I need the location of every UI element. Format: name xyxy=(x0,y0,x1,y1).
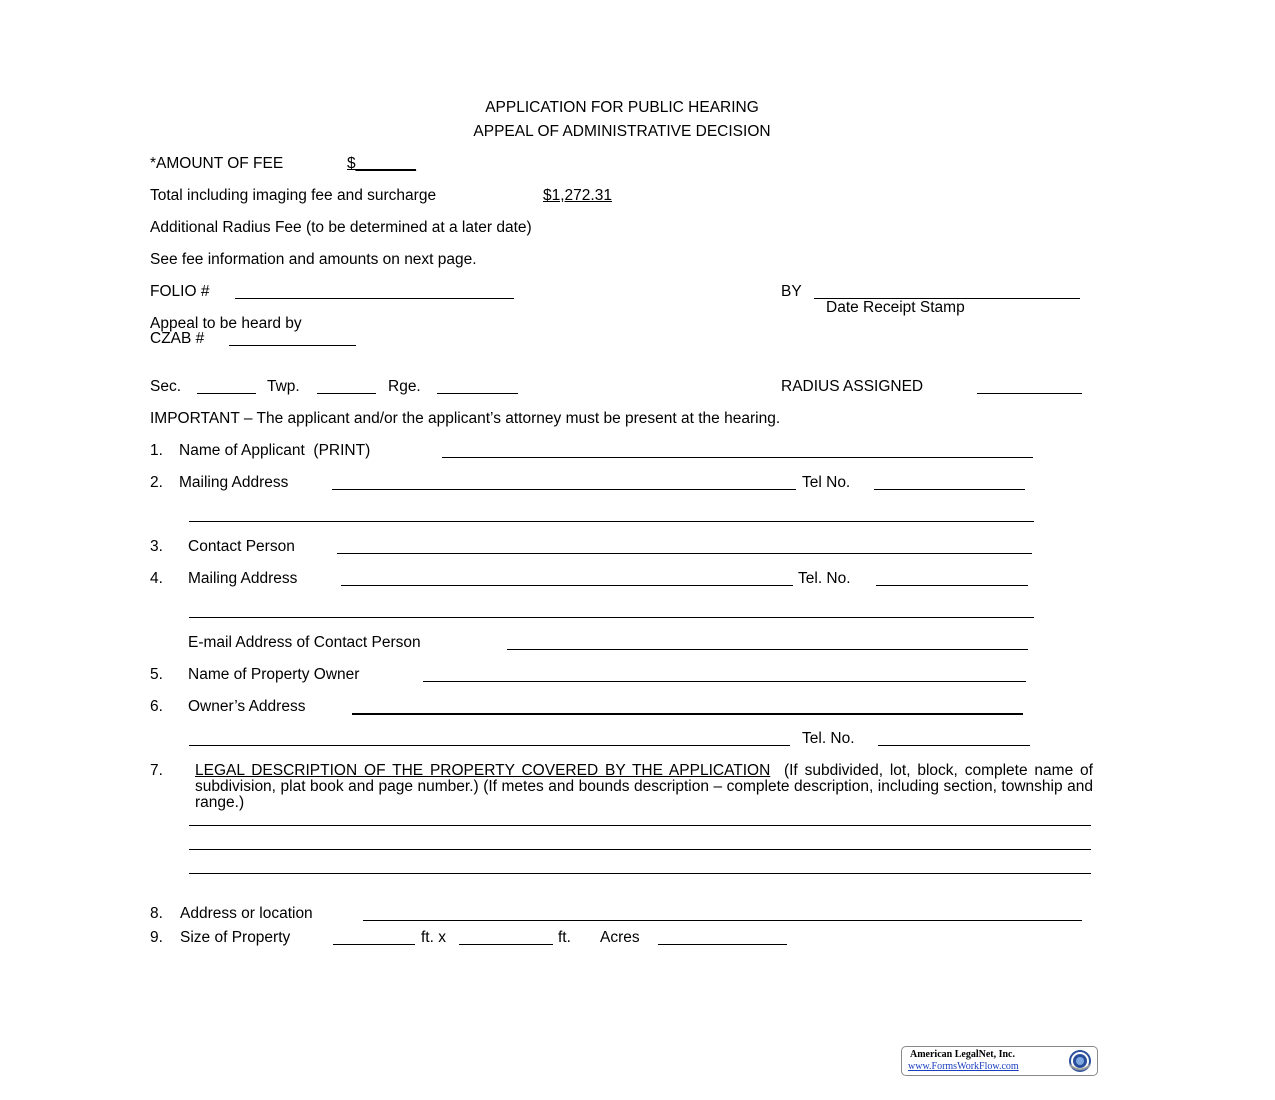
logo-swirl-icon xyxy=(1067,1048,1093,1074)
ft-label: ft. xyxy=(558,929,571,946)
applicant-mailing-address-line-2[interactable] xyxy=(189,521,1034,522)
ft-by-label: ft. x xyxy=(421,929,446,946)
total-fee-value: $1,272.31 xyxy=(543,187,612,204)
radius-fee-note: Additional Radius Fee (to be determined at a later date) xyxy=(150,219,532,236)
address-location-input-line[interactable] xyxy=(363,920,1082,921)
contact-email-input-line[interactable] xyxy=(507,649,1028,650)
item-5-number: 5. xyxy=(150,666,163,683)
contact-mailing-address-input-line[interactable] xyxy=(341,585,793,586)
contact-mailing-address-label: Mailing Address xyxy=(188,570,298,587)
american-legalnet-logo[interactable] xyxy=(901,1046,1098,1076)
owner-address-input-line[interactable] xyxy=(352,713,1023,715)
legal-description-line-3[interactable] xyxy=(189,873,1091,874)
sec-input-line[interactable] xyxy=(197,393,256,394)
legal-description-line-1[interactable] xyxy=(189,825,1091,826)
form-title: APPLICATION FOR PUBLIC HEARING xyxy=(485,99,759,116)
date-receipt-stamp-label: Date Receipt Stamp xyxy=(826,299,965,316)
legal-description-block xyxy=(195,763,1093,811)
applicant-name-input-line[interactable] xyxy=(442,457,1033,458)
total-fee-label: Total including imaging fee and surcharge xyxy=(150,187,437,204)
legal-description-line-2[interactable] xyxy=(189,849,1091,850)
contact-person-label: Contact Person xyxy=(188,538,295,555)
sec-label: Sec. xyxy=(150,378,182,395)
logo-company-name: American LegalNet, Inc. xyxy=(910,1049,1015,1060)
contact-person-input-line[interactable] xyxy=(337,553,1032,554)
logo-url-link[interactable]: www.FormsWorkFlow.com xyxy=(908,1061,1019,1072)
czab-label: CZAB # xyxy=(150,330,205,347)
important-notice: IMPORTANT – The applicant and/or the applicant’s attorney must be present at the hearing. xyxy=(150,410,781,427)
item-1-number: 1. xyxy=(150,442,163,459)
owner-address-label: Owner’s Address xyxy=(188,698,306,715)
legal-description-instructions: (If subdivided, lot, block, complete name of subdivision, plat book and page number.) (If metes and bounds description – complete description, including section, township and range.) xyxy=(195,762,1093,811)
property-depth-input-line[interactable] xyxy=(459,944,553,945)
applicant-mailing-address-input-line[interactable] xyxy=(332,489,796,490)
address-location-label: Address or location xyxy=(180,905,313,922)
property-owner-label: Name of Property Owner xyxy=(188,666,360,683)
contact-tel-input-line[interactable] xyxy=(876,585,1028,586)
twp-input-line[interactable] xyxy=(317,393,376,394)
contact-mailing-address-line-2[interactable] xyxy=(189,617,1034,618)
radius-assigned-label: RADIUS ASSIGNED xyxy=(781,378,924,395)
rge-label: Rge. xyxy=(388,378,421,395)
amount-of-fee-value: $_______ xyxy=(347,155,416,172)
item-9-number: 9. xyxy=(150,929,163,946)
by-label: BY xyxy=(781,283,802,300)
applicant-mailing-address-label: Mailing Address xyxy=(179,474,289,491)
owner-tel-input-line[interactable] xyxy=(878,745,1030,746)
item-3-number: 3. xyxy=(150,538,163,555)
owner-tel-label: Tel. No. xyxy=(802,730,855,747)
item-4-number: 4. xyxy=(150,570,163,587)
fee-info-note: See fee information and amounts on next page. xyxy=(150,251,477,268)
appeal-heard-by-label: Appeal to be heard by xyxy=(150,315,302,332)
acres-input-line[interactable] xyxy=(658,944,787,945)
item-6-number: 6. xyxy=(150,698,163,715)
contact-email-label: E-mail Address of Contact Person xyxy=(188,634,421,651)
folio-label: FOLIO # xyxy=(150,283,210,300)
acres-label: Acres xyxy=(600,929,640,946)
item-8-number: 8. xyxy=(150,905,163,922)
property-width-input-line[interactable] xyxy=(333,944,415,945)
folio-input-line[interactable] xyxy=(235,298,514,299)
applicant-tel-input-line[interactable] xyxy=(874,489,1025,490)
item-7-number: 7. xyxy=(150,762,163,779)
owner-address-line-2[interactable] xyxy=(189,745,790,746)
czab-input-line[interactable] xyxy=(229,345,356,346)
applicant-name-label: Name of Applicant (PRINT) xyxy=(179,442,371,459)
contact-tel-label: Tel. No. xyxy=(798,570,851,587)
property-size-label: Size of Property xyxy=(180,929,291,946)
applicant-tel-label: Tel No. xyxy=(802,474,851,491)
twp-label: Twp. xyxy=(267,378,300,395)
legal-description-heading: LEGAL DESCRIPTION OF THE PROPERTY COVERED BY THE APPLICATION xyxy=(195,762,771,779)
property-owner-input-line[interactable] xyxy=(423,681,1026,682)
radius-assigned-input-line[interactable] xyxy=(977,393,1082,394)
amount-of-fee-label: *AMOUNT OF FEE xyxy=(150,155,284,172)
form-subtitle: APPEAL OF ADMINISTRATIVE DECISION xyxy=(473,123,771,140)
rge-input-line[interactable] xyxy=(437,393,518,394)
item-2-number: 2. xyxy=(150,474,163,491)
